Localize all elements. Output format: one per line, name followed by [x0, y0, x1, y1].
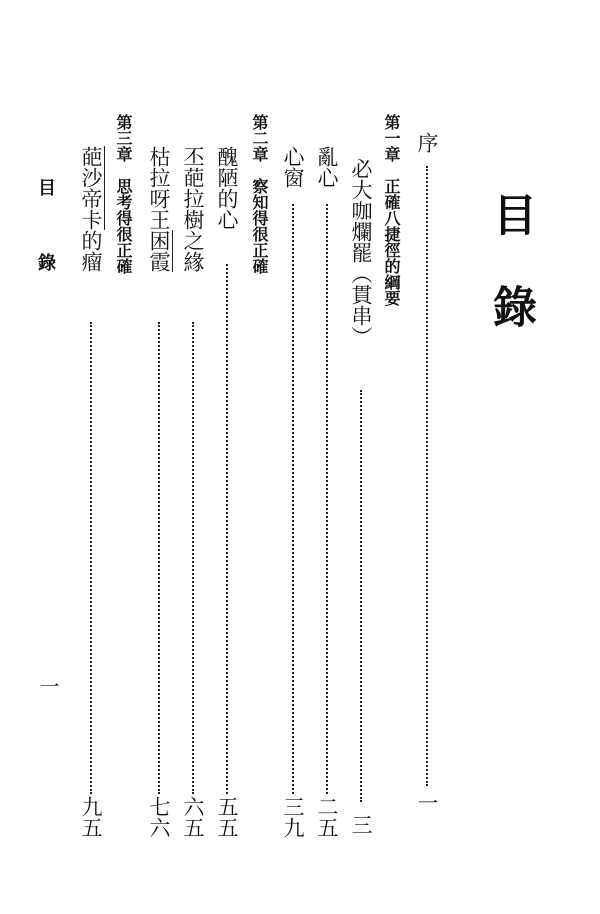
toc-page-number: 三九	[281, 796, 305, 838]
toc-entry-label-part: 枯拉呀王	[147, 146, 171, 230]
chapter-heading-2: 第二章 察知得很正確	[250, 114, 269, 274]
toc-page-number: 三	[349, 814, 373, 835]
chapter-heading-1: 第一章 正確八捷徑的綱要	[382, 114, 401, 306]
toc-entry-label: 醜陋的心	[215, 146, 239, 230]
toc-entry-label: 序	[415, 132, 439, 153]
toc-entry-label: 丕葩拉樹之緣	[181, 146, 205, 272]
page-folio: 一	[36, 676, 60, 696]
toc-entry[interactable]	[312, 146, 342, 860]
leader-dots	[426, 166, 428, 786]
toc-entry-preface[interactable]	[412, 132, 442, 852]
toc-entry-label: 心窗	[281, 146, 305, 188]
toc-entry-label	[144, 146, 174, 272]
toc-entry-label: 必大咖爛罷（貫串）	[349, 158, 373, 347]
toc-page-number: 二五	[315, 796, 339, 838]
toc-entry[interactable]	[76, 146, 106, 860]
toc-entry-label: 亂心	[315, 146, 339, 188]
toc-entry[interactable]	[144, 146, 174, 860]
leader-dots	[292, 204, 294, 794]
underlined-name: 困霞	[147, 230, 171, 272]
running-head: 目 錄	[35, 178, 56, 289]
page-title: 目錄	[485, 192, 536, 376]
toc-entry[interactable]	[346, 158, 376, 860]
leader-dots	[226, 264, 228, 794]
toc-entry-label	[76, 146, 106, 272]
leader-dots	[192, 322, 194, 794]
leader-dots	[360, 390, 362, 802]
leader-dots	[90, 322, 92, 794]
toc-page-number: 六五	[181, 796, 205, 838]
toc-page-number: 七六	[147, 796, 171, 838]
toc-page-number: 九五	[79, 796, 103, 838]
toc-page-number: 五五	[215, 796, 239, 838]
leader-dots	[326, 204, 328, 794]
underlined-name: 葩沙帝卡	[79, 146, 103, 230]
toc-entry[interactable]	[178, 146, 208, 860]
toc-entry-label-part: 的瘤	[79, 230, 103, 272]
chapter-heading-3: 第三章 思考得很正確	[114, 114, 133, 274]
toc-page-number: 一	[415, 792, 439, 813]
toc-entry[interactable]	[278, 146, 308, 860]
leader-dots	[158, 322, 160, 794]
toc-entry[interactable]	[212, 146, 242, 860]
